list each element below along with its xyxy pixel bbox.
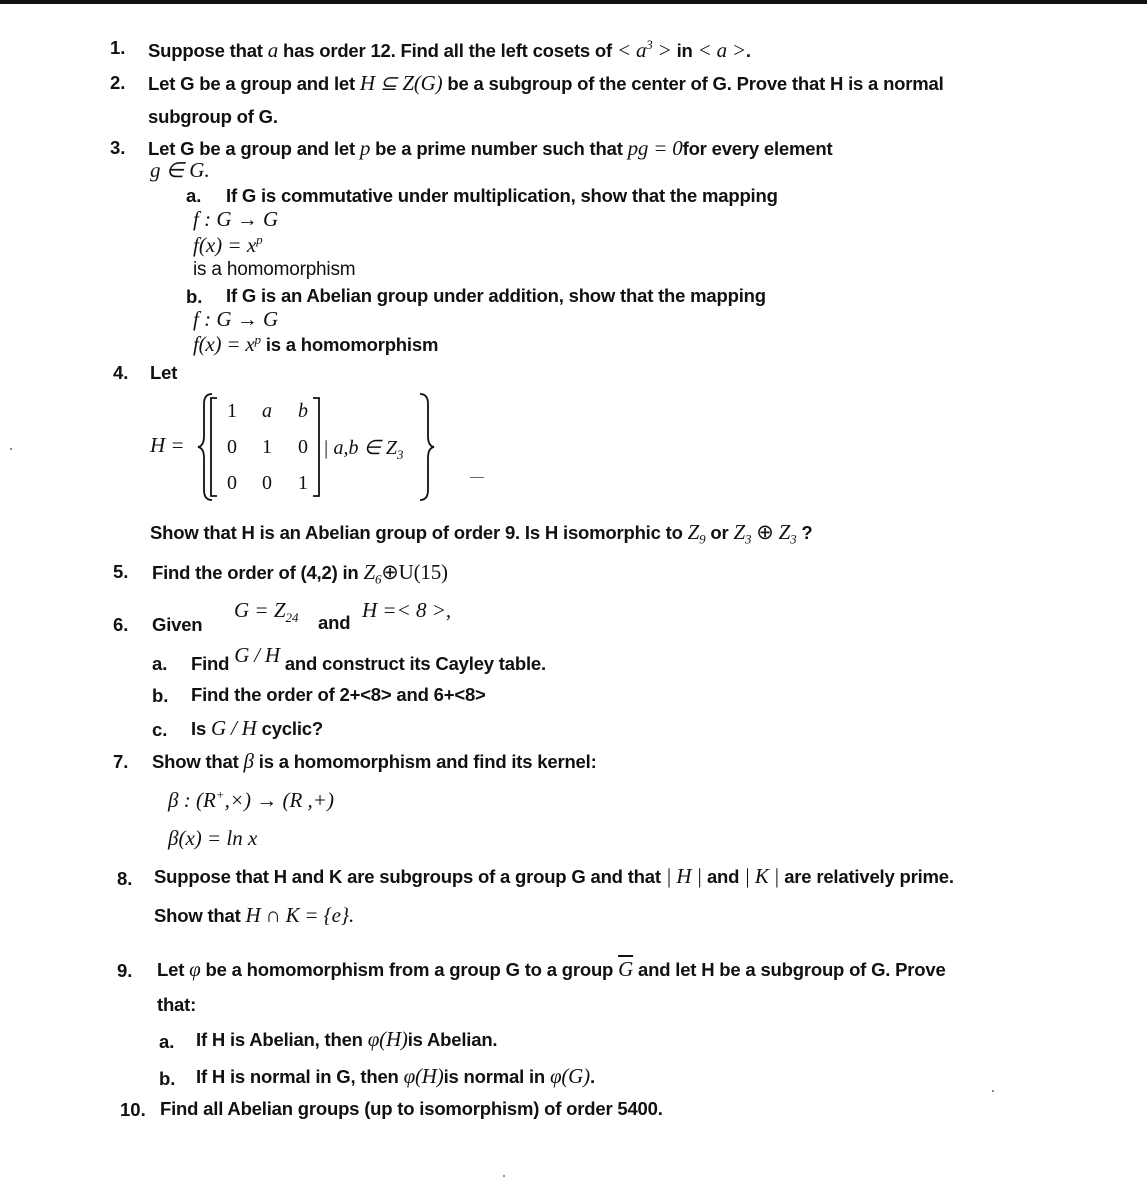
q9a-label: a. bbox=[159, 1031, 175, 1052]
q6b-text: Find the order of 2+<8> and 6+<8> bbox=[191, 684, 486, 705]
q6-h-def: H =< 8 >, bbox=[362, 598, 452, 622]
q10-text: Find all Abelian groups (up to isomorphism) of order 5400. bbox=[160, 1098, 663, 1119]
matrix-cell-r2c3: 0 bbox=[298, 436, 308, 458]
q3b-text: If G is an Abelian group under addition, show that the mapping bbox=[226, 285, 766, 306]
q3a-end: is a homomorphism bbox=[193, 259, 356, 280]
q3a-map: f : G → G bbox=[193, 207, 279, 231]
q3a-text: If G is commutative under multiplication, show that the mapping bbox=[226, 185, 778, 206]
q9-text: Let φ be a homomorphism from a group G to a group $\overline{G}$ and let H be a subgroup of G. Prove bbox=[157, 957, 946, 981]
q4-h-equals: H = bbox=[150, 433, 185, 457]
q1-text: Suppose that a has order 12. Find all the left cosets of < $a^3$ > in < a >. bbox=[148, 37, 751, 62]
q6a-text: Find G / H and construct its Cayley table. bbox=[191, 643, 546, 674]
q6-and: and bbox=[318, 612, 351, 633]
q2-number: 2. bbox=[110, 72, 126, 93]
q6-number: 6. bbox=[113, 614, 129, 635]
q7-function: β(x) = ln x bbox=[168, 826, 258, 850]
q4-let: Let bbox=[150, 362, 178, 383]
q4-number: 4. bbox=[113, 362, 129, 383]
matrix-cell-r1c2: a bbox=[262, 400, 272, 422]
q7-map: β : (R+,×) → (R ,+) bbox=[168, 787, 334, 812]
q8-number: 8. bbox=[117, 868, 133, 889]
q2-text-line2: subgroup of G. bbox=[148, 106, 278, 127]
q9a-text: If H is Abelian, then φ(H)is Abelian. bbox=[196, 1027, 498, 1051]
q9b-label: b. bbox=[159, 1068, 176, 1089]
q1-number: 1. bbox=[110, 37, 126, 58]
q6c-label: c. bbox=[152, 719, 168, 740]
q10-number: 10. bbox=[120, 1099, 146, 1120]
matrix-cell-r3c3: 1 bbox=[298, 472, 308, 494]
scan-speck bbox=[470, 477, 484, 478]
q3b-label: b. bbox=[186, 286, 203, 307]
matrix-cell-r3c1: 0 bbox=[227, 472, 237, 494]
q3b-function: $f(x) = x^p$ is a homomorphism bbox=[193, 332, 439, 357]
q6a-label: a. bbox=[152, 653, 168, 674]
q6-g-def: $G = Z_{24}$ bbox=[234, 598, 299, 626]
matrix-cell-r1c1: 1 bbox=[227, 400, 237, 422]
q3-g-in-G: g ∈ G. bbox=[150, 158, 210, 182]
top-border-line bbox=[0, 0, 1147, 4]
q8-text-line2: Show that H ∩ K = {e}. bbox=[154, 903, 355, 927]
q2-text: Let G be a group and let H ⊆ Z(G) be a subgroup of the center of G. Prove that H is a normal bbox=[148, 71, 944, 95]
q6b-label: b. bbox=[152, 685, 169, 706]
q3a-label: a. bbox=[186, 185, 202, 206]
q7-text: Show that β is a homomorphism and find its kernel: bbox=[152, 749, 597, 773]
q7-number: 7. bbox=[113, 751, 129, 772]
q3-number: 3. bbox=[110, 137, 126, 158]
q3a-function: $f(x) = x^p$ bbox=[193, 232, 263, 257]
q4-show-text: Show that H is an Abelian group of order 9. Is H isomorphic to $Z_9$ or $Z_3$ ⊕ $Z_3$ ? bbox=[150, 520, 813, 547]
q6c-text: Is G / H cyclic? bbox=[191, 716, 323, 740]
q9-number: 9. bbox=[117, 960, 133, 981]
matrix-cell-r2c2: 1 bbox=[262, 436, 272, 458]
q5-text: Find the order of (4,2) in $Z_6\oplus U(15)$ bbox=[152, 560, 448, 587]
matrix-cell-r3c2: 0 bbox=[262, 472, 272, 494]
q4-set-matrix bbox=[196, 392, 446, 502]
matrix-cell-r1c3: b bbox=[298, 400, 308, 422]
scan-speck bbox=[992, 1090, 994, 1092]
q3b-map: f : G → G bbox=[193, 307, 279, 331]
q6-given: Given bbox=[152, 614, 203, 635]
q9-text-line2: that: bbox=[157, 994, 197, 1015]
q5-number: 5. bbox=[113, 561, 129, 582]
q8-text: Suppose that H and K are subgroups of a group G and that | H | and | K | are relatively prime. bbox=[154, 864, 954, 888]
scan-speck bbox=[10, 448, 12, 450]
matrix-cell-r2c1: 0 bbox=[227, 436, 237, 458]
q3-text: Let G be a group and let p be a prime number such that pg = 0for every element bbox=[148, 136, 833, 160]
scan-speck bbox=[503, 1175, 505, 1177]
q9b-text: If H is normal in G, then φ(H)is normal in φ(G). bbox=[196, 1064, 595, 1088]
q4-condition: | a,b ∈ $Z_3$ bbox=[323, 437, 404, 462]
